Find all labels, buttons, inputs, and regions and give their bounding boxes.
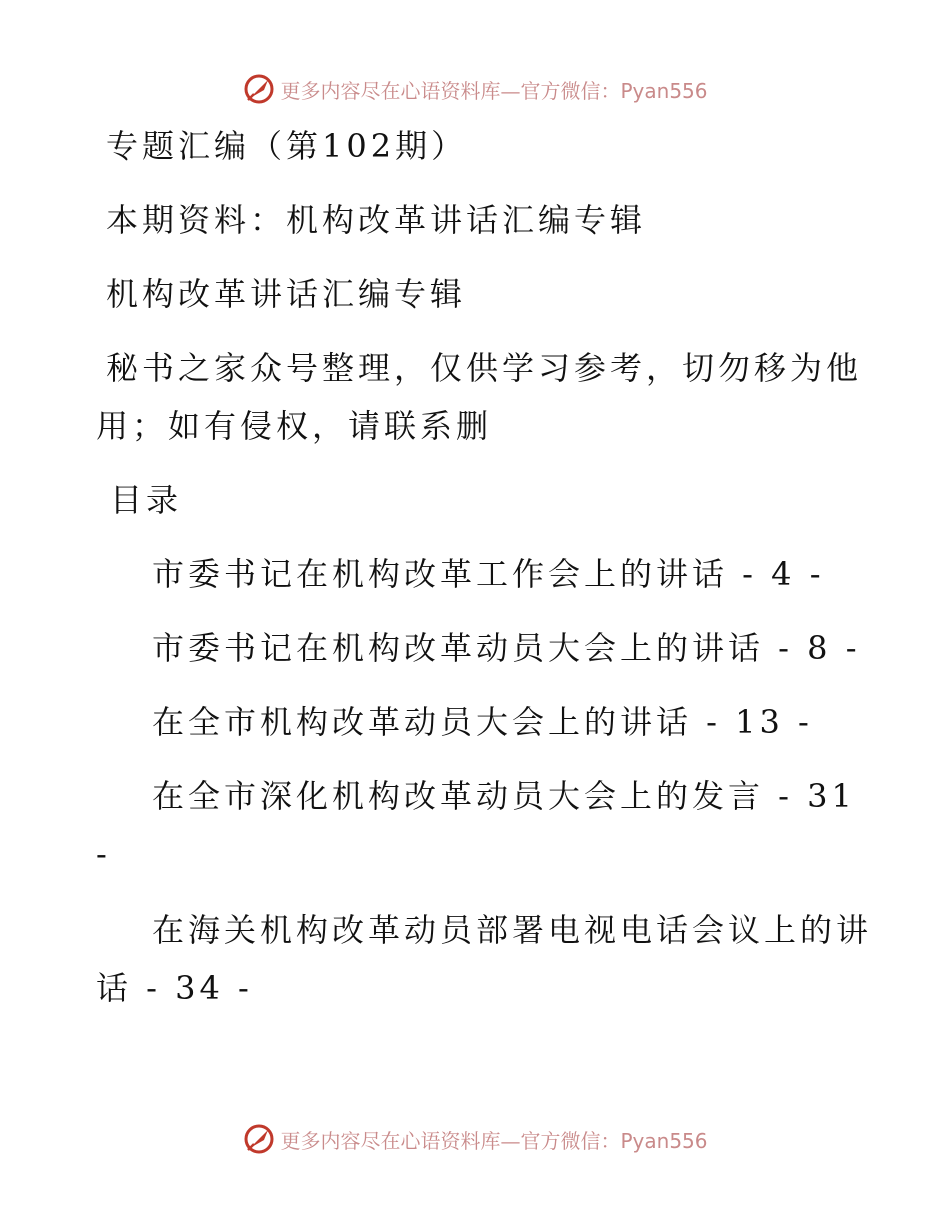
watermark-text: 更多内容尽在心语资料库—官方微信：Pyan556	[280, 1128, 708, 1153]
issue-subject: 本期资料：机构改革讲话汇编专辑	[106, 201, 647, 239]
document-title: 机构改革讲话汇编专辑	[106, 275, 467, 313]
toc-entry[interactable]: 市委书记在机构改革工作会上的讲话 - 4 -	[152, 555, 825, 593]
copyright-notice-line2: 用；如有侵权，请联系删	[96, 407, 493, 445]
watermark-header	[0, 72, 950, 106]
toc-entry[interactable]: 在海关机构改革动员部署电视电话会议上的讲	[152, 911, 873, 949]
toc-entry-continuation[interactable]: 话 - 34 -	[96, 969, 253, 1007]
copyright-notice-line1: 秘书之家众号整理，仅供学习参考，切勿移为他	[106, 349, 863, 387]
watermark-footer	[0, 1122, 950, 1156]
toc-entry[interactable]: 在全市机构改革动员大会上的讲话 - 13 -	[152, 703, 813, 741]
toc-entry[interactable]: 市委书记在机构改革动员大会上的讲话 - 8 -	[152, 629, 861, 667]
quill-logo-icon	[242, 72, 276, 106]
issue-number: 专题汇编（第102期）	[106, 127, 468, 165]
toc-entry[interactable]: 在全市深化机构改革动员大会上的发言 - 31	[152, 777, 856, 815]
toc-heading: 目录	[110, 481, 183, 519]
toc-entry-continuation[interactable]: -	[96, 835, 111, 873]
watermark-text: 更多内容尽在心语资料库—官方微信：Pyan556	[280, 78, 708, 103]
quill-logo-icon	[242, 1122, 276, 1156]
